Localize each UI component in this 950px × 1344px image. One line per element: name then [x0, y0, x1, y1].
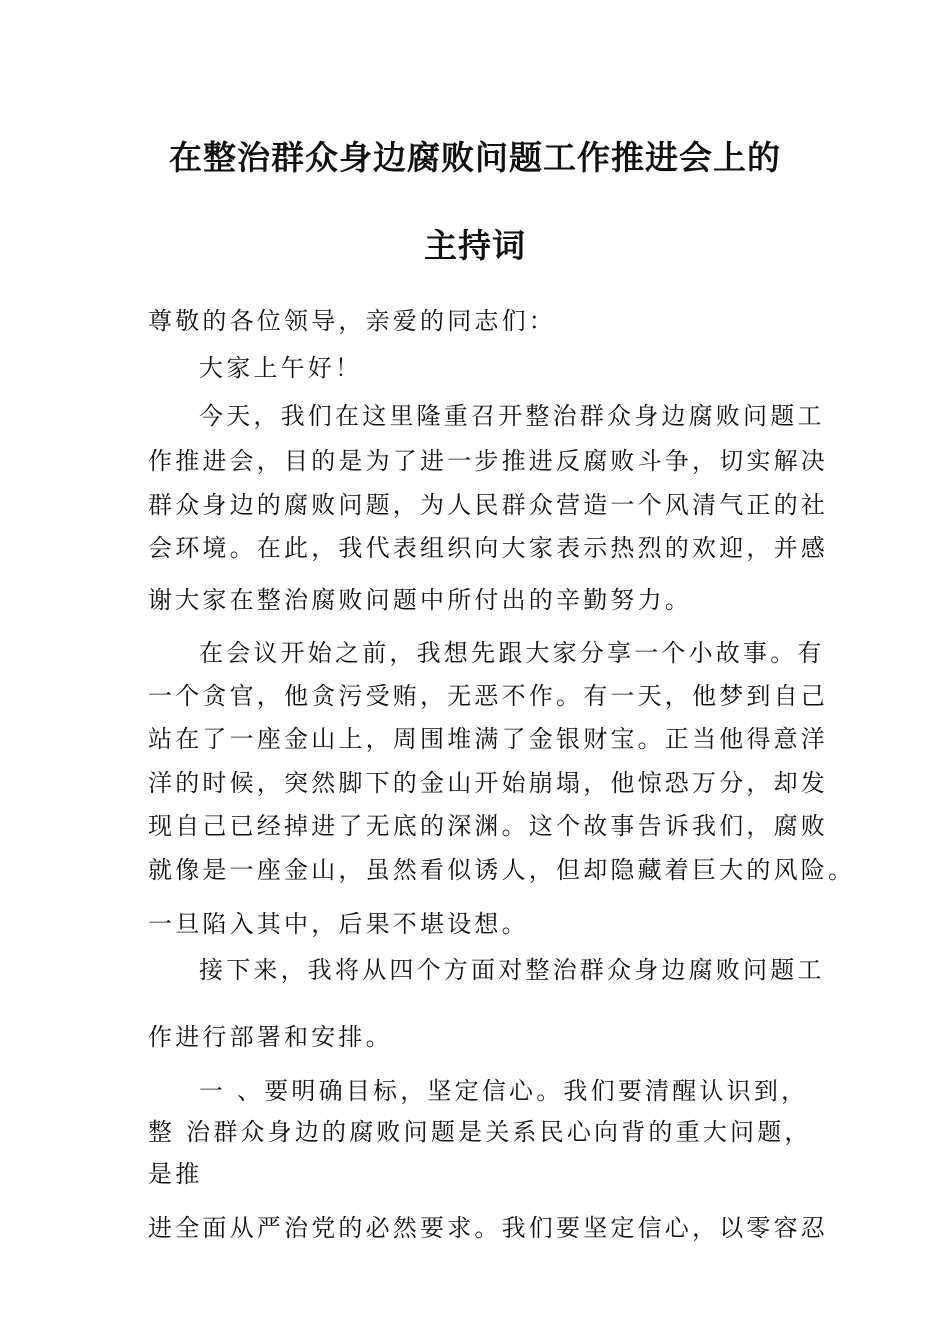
paragraph-4-line: 整 治群众身边的腐败问题是关系民心向背的重大问题， [148, 1118, 812, 1146]
paragraph-2-line: 在会议开始之前，我想先跟大家分享一个小故事。有 [199, 639, 825, 667]
paragraph-1-line: 群众身边的腐败问题，为人民群众营造一个风清气正的社 [148, 491, 828, 519]
paragraph-4-line: 是推 [148, 1160, 203, 1188]
paragraph-3-line: 作进行部署和安排。 [148, 1023, 393, 1051]
paragraph-1-line: 谢大家在整治腐败问题中所付出的辛勤努力。 [148, 586, 692, 614]
greeting: 大家上午好！ [199, 354, 363, 382]
paragraph-2-line: 一旦陷入其中，后果不堪设想。 [148, 910, 529, 938]
salutation: 尊敬的各位领导，亲爱的同志们： [148, 307, 556, 335]
paragraph-2-line: 现自己已经掉进了无底的深渊。这个故事告诉我们，腐败 [148, 812, 828, 840]
paragraph-1-line: 会环境。在此，我代表组织向大家表示热烈的欢迎，并感 [148, 534, 828, 562]
document-title-line-2: 主持词 [424, 226, 526, 265]
paragraph-3-line: 接下来，我将从四个方面对整治群众身边腐败问题工 [199, 956, 825, 984]
paragraph-1-line: 今天，我们在这里隆重召开整治群众身边腐败问题工 [199, 402, 825, 430]
paragraph-4-line: 一 、要明确目标，坚定信心。我们要清醒认识到， [199, 1077, 809, 1105]
paragraph-2-line: 站在了一座金山上，周围堆满了金银财宝。正当他得意洋 [148, 725, 828, 753]
paragraph-2-line: 洋的时候，突然脚下的金山开始崩塌，他惊恐万分，却发 [148, 769, 828, 797]
paragraph-1-line: 作推进会，目的是为了进一步推进反腐败斗争，切实解决 [148, 447, 828, 475]
paragraph-2-line: 就像是一座金山，虽然看似诱人，但却隐藏着巨大的风险。 [148, 856, 856, 884]
document-title-line-1: 在整治群众身边腐败问题工作推进会上的 [169, 138, 781, 177]
paragraph-2-line: 一个贪官，他贪污受贿，无恶不作。有一天，他梦到自己 [148, 682, 828, 710]
paragraph-4-line: 进全面从严治党的必然要求。我们要坚定信心，以零容忍 [148, 1214, 828, 1242]
